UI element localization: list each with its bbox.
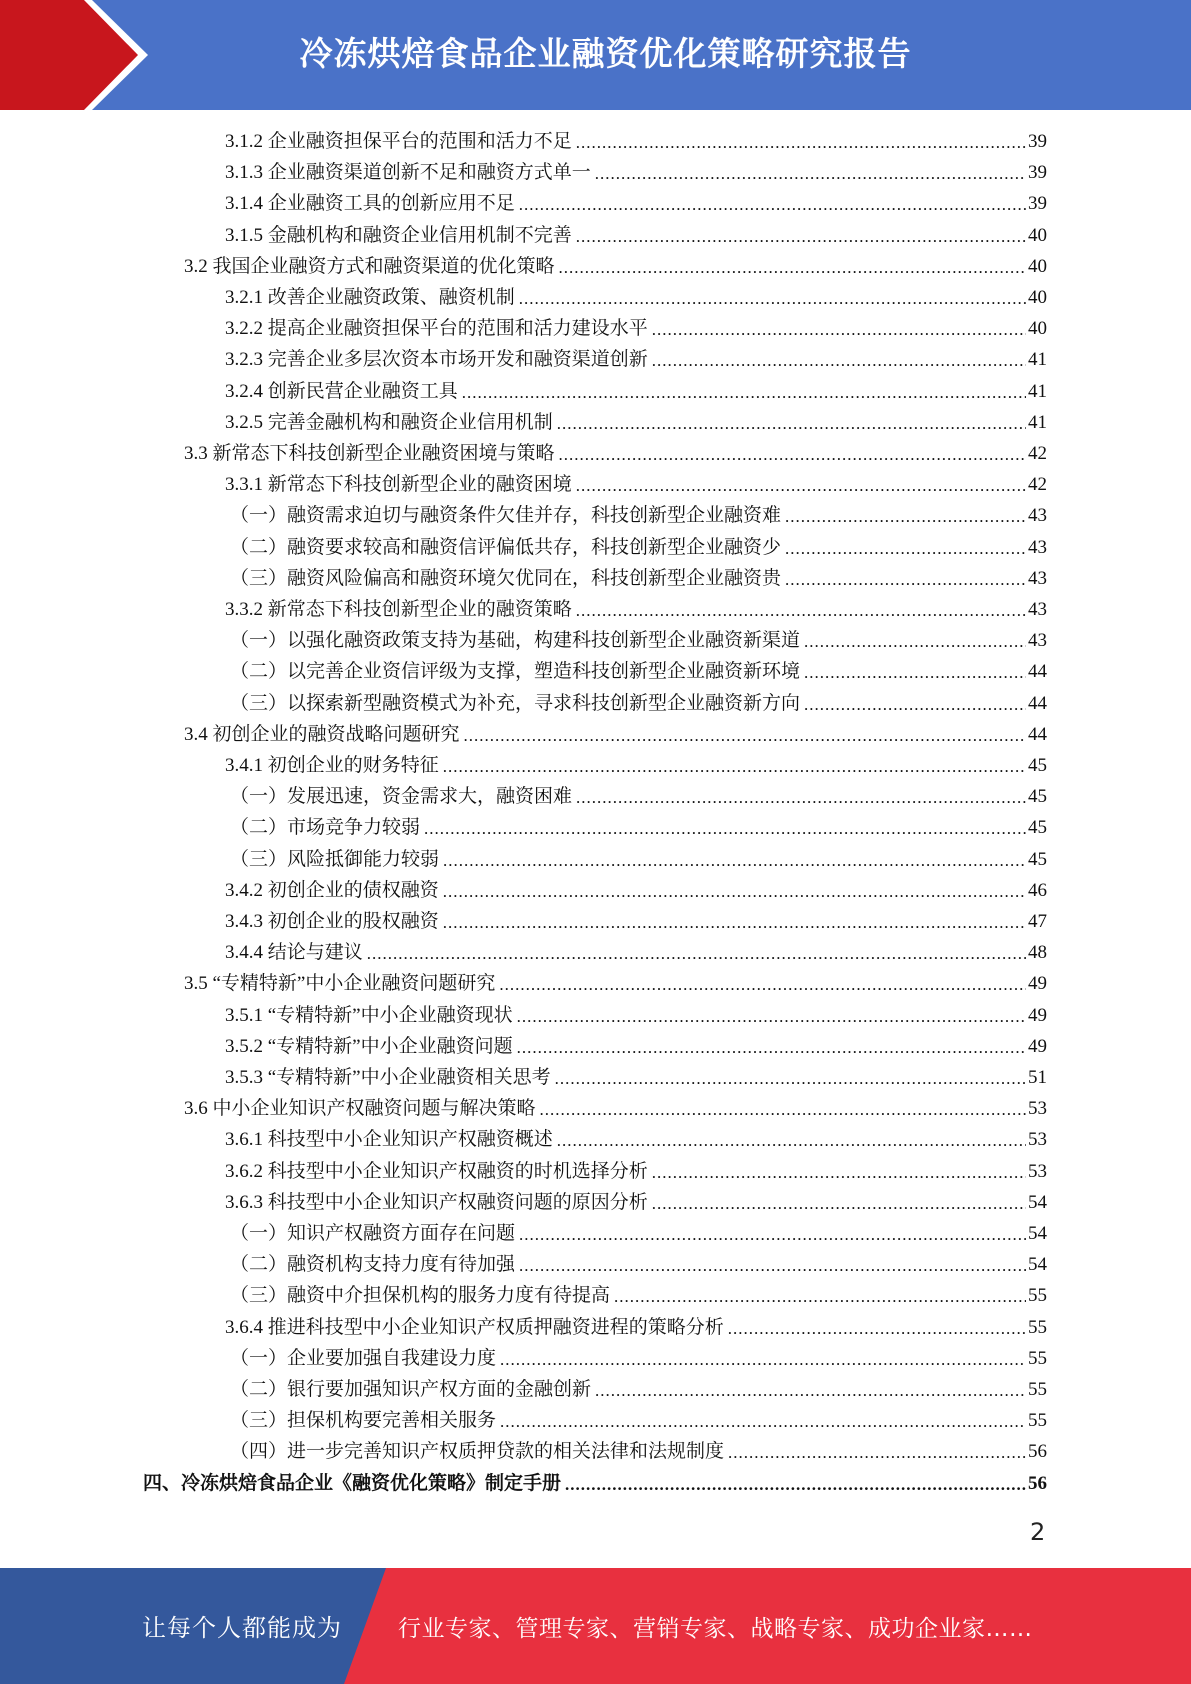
toc-leader-dots	[517, 1031, 1026, 1062]
toc-entry-label: （一）融资需求迫切与融资条件欠佳并存，科技创新型企业融资难	[230, 505, 782, 526]
toc-leader-dots	[555, 1062, 1026, 1093]
toc-entry-label: 3.2.2 提高企业融资担保平台的范围和活力建设水平	[225, 318, 648, 339]
toc-entry-page: 55	[1028, 1317, 1047, 1338]
toc-entry-page: 55	[1028, 1410, 1047, 1431]
toc-entry-label: 3.1.2 企业融资担保平台的范围和活力不足	[225, 131, 572, 152]
toc-leader-dots	[785, 563, 1026, 594]
toc-leader-dots	[652, 1187, 1026, 1218]
toc-entry-label: 3.5.1 “专精特新”中小企业融资现状	[225, 1005, 513, 1026]
toc-leader-dots	[519, 188, 1026, 219]
toc-entry-label: （一）知识产权融资方面存在问题	[230, 1223, 516, 1244]
toc-entry[interactable]	[230, 844, 1047, 875]
toc-leader-dots	[540, 1093, 1026, 1124]
toc-leader-dots	[443, 750, 1026, 781]
toc-entry-page: 43	[1028, 568, 1047, 589]
toc-entry[interactable]	[225, 188, 1047, 219]
toc-entry-label: （四）进一步完善知识产权质押贷款的相关法律和法规制度	[230, 1441, 725, 1462]
toc-entry-page: 45	[1028, 755, 1047, 776]
toc-entry-page: 43	[1028, 505, 1047, 526]
toc-entry-page: 54	[1028, 1223, 1047, 1244]
toc-entry-page: 55	[1028, 1348, 1047, 1369]
toc-entry-page: 49	[1028, 973, 1047, 994]
toc-leader-dots	[595, 1374, 1026, 1405]
toc-entry[interactable]	[225, 344, 1047, 375]
toc-leader-dots	[785, 500, 1026, 531]
toc-entry-page: 42	[1028, 474, 1047, 495]
toc-entry-page: 39	[1028, 193, 1047, 214]
toc-entry[interactable]	[230, 1405, 1047, 1436]
toc-leader-dots	[576, 594, 1026, 625]
toc-entry-page: 53	[1028, 1098, 1047, 1119]
toc-entry-page: 53	[1028, 1129, 1047, 1150]
toc-entry[interactable]	[184, 438, 1047, 469]
toc-entry[interactable]	[225, 1031, 1047, 1062]
toc-entry-page: 56	[1028, 1441, 1047, 1462]
toc-leader-dots	[652, 1156, 1026, 1187]
toc-entry-label: 3.1.3 企业融资渠道创新不足和融资方式单一	[225, 162, 591, 183]
toc-leader-dots	[519, 282, 1026, 313]
toc-leader-dots	[519, 1249, 1026, 1280]
toc-entry[interactable]	[230, 1343, 1047, 1374]
toc-entry-page: 42	[1028, 443, 1047, 464]
toc-entry-label: 3.4.1 初创企业的财务特征	[225, 755, 439, 776]
toc-entry-label: 3.6.3 科技型中小企业知识产权融资问题的原因分析	[225, 1192, 648, 1213]
toc-leader-dots	[576, 781, 1026, 812]
toc-entry[interactable]	[230, 781, 1047, 812]
toc-leader-dots	[576, 126, 1026, 157]
toc-entry-label: 3.5.3 “专精特新”中小企业融资相关思考	[225, 1067, 551, 1088]
toc-entry[interactable]	[225, 1000, 1047, 1031]
toc-entry-page: 45	[1028, 786, 1047, 807]
toc-entry[interactable]	[230, 563, 1047, 594]
toc-entry-label: 四、冷冻烘焙食品企业《融资优化策略》制定手册	[143, 1473, 562, 1494]
toc-entry-label: 3.2 我国企业融资方式和融资渠道的优化策略	[184, 256, 555, 277]
toc-entry[interactable]	[230, 1374, 1047, 1405]
toc-entry-page: 43	[1028, 537, 1047, 558]
toc-entry-page: 56	[1028, 1473, 1047, 1494]
toc-entry-label: 3.4 初创企业的融资战略问题研究	[184, 724, 460, 745]
toc-entry[interactable]	[225, 1062, 1047, 1093]
toc-entry-page: 55	[1028, 1285, 1047, 1306]
toc-entry-page: 40	[1028, 318, 1047, 339]
toc-entry-label: （三）以探索新型融资模式为补充，寻求科技创新型企业融资新方向	[230, 693, 801, 714]
toc-entry-page: 54	[1028, 1192, 1047, 1213]
toc-entry-page: 43	[1028, 599, 1047, 620]
toc-entry[interactable]	[225, 937, 1047, 968]
toc-entry[interactable]	[230, 625, 1047, 656]
toc-entry[interactable]	[225, 1312, 1047, 1343]
toc-entry-page: 49	[1028, 1005, 1047, 1026]
toc-leader-dots	[557, 1124, 1026, 1155]
toc-entry[interactable]	[230, 688, 1047, 719]
toc-entry[interactable]	[225, 1156, 1047, 1187]
toc-entry[interactable]	[184, 968, 1047, 999]
toc-leader-dots	[785, 532, 1026, 563]
document-title: 冷冻烘焙食品企业融资优化策略研究报告	[299, 34, 912, 73]
toc-entry[interactable]	[184, 251, 1047, 282]
toc-entry-page: 40	[1028, 287, 1047, 308]
toc-entry[interactable]	[230, 656, 1047, 687]
toc-entry[interactable]	[225, 594, 1047, 625]
toc-entry-label: 3.1.5 金融机构和融资企业信用机制不完善	[225, 225, 572, 246]
toc-leader-dots	[462, 376, 1026, 407]
toc-leader-dots	[443, 906, 1026, 937]
toc-entry-label: （三）融资中介担保机构的服务力度有待提高	[230, 1285, 611, 1306]
toc-entry-page: 45	[1028, 849, 1047, 870]
footer-slogan-right: 行业专家、管理专家、营销专家、战略专家、成功企业家……	[398, 1616, 1033, 1642]
toc-entry-label: （二）以完善企业资信评级为支撑，塑造科技创新型企业融资新环境	[230, 661, 801, 682]
toc-leader-dots	[565, 1468, 1026, 1499]
toc-entry-label: （二）市场竞争力较弱	[230, 817, 421, 838]
toc-entry-page: 41	[1028, 412, 1047, 433]
toc-entry-page: 44	[1028, 724, 1047, 745]
toc-entry-label: 3.6.1 科技型中小企业知识产权融资概述	[225, 1129, 553, 1150]
toc-entry-label: 3.3.2 新常态下科技创新型企业的融资策略	[225, 599, 572, 620]
toc-leader-dots	[557, 407, 1026, 438]
toc-entry[interactable]	[225, 313, 1047, 344]
toc-entry[interactable]	[225, 906, 1047, 937]
toc-entry-label: （一）发展迅速，资金需求大，融资困难	[230, 786, 573, 807]
toc-entry[interactable]	[143, 1468, 1047, 1499]
toc-entry-page: 41	[1028, 349, 1047, 370]
toc-entry-page: 55	[1028, 1379, 1047, 1400]
toc-entry-page: 51	[1028, 1067, 1047, 1088]
toc-entry-label: （三）担保机构要完善相关服务	[230, 1410, 497, 1431]
toc-entry-page: 48	[1028, 942, 1047, 963]
toc-entry[interactable]	[225, 157, 1047, 188]
toc-entry[interactable]	[230, 532, 1047, 563]
toc-entry-page: 45	[1028, 817, 1047, 838]
toc-entry-label: （三）融资风险偏高和融资环境欠优同在，科技创新型企业融资贵	[230, 568, 782, 589]
toc-entry-label: 3.5.2 “专精特新”中小企业融资问题	[225, 1036, 513, 1057]
toc-entry[interactable]	[230, 1249, 1047, 1280]
toc-entry[interactable]	[225, 750, 1047, 781]
toc-entry-page: 41	[1028, 381, 1047, 402]
toc-entry-page: 53	[1028, 1161, 1047, 1182]
toc-entry-page: 43	[1028, 630, 1047, 651]
toc-leader-dots	[614, 1280, 1026, 1311]
toc-leader-dots	[652, 313, 1026, 344]
toc-entry-page: 47	[1028, 911, 1047, 932]
toc-entry-page: 40	[1028, 225, 1047, 246]
toc-leader-dots	[595, 157, 1026, 188]
toc-entry[interactable]	[225, 126, 1047, 157]
toc-leader-dots	[804, 688, 1026, 719]
toc-entry-page: 54	[1028, 1254, 1047, 1275]
toc-entry[interactable]	[230, 1280, 1047, 1311]
toc-entry-label: 3.1.4 企业融资工具的创新应用不足	[225, 193, 515, 214]
page-footer	[0, 1568, 1191, 1684]
toc-leader-dots	[464, 719, 1026, 750]
toc-leader-dots	[519, 1218, 1026, 1249]
toc-entry-label: （一）以强化融资政策支持为基础，构建科技创新型企业融资新渠道	[230, 630, 801, 651]
toc-entry-label: （二）融资机构支持力度有待加强	[230, 1254, 516, 1275]
toc-leader-dots	[576, 220, 1026, 251]
toc-entry[interactable]	[230, 812, 1047, 843]
toc-entry[interactable]	[225, 282, 1047, 313]
toc-entry-label: 3.6 中小企业知识产权融资问题与解决策略	[184, 1098, 536, 1119]
toc-entry-label: 3.6.4 推进科技型中小企业知识产权质押融资进程的策略分析	[225, 1317, 724, 1338]
toc-entry[interactable]	[230, 1436, 1047, 1467]
toc-entry[interactable]	[225, 1124, 1047, 1155]
toc-entry-label: 3.5 “专精特新”中小企业融资问题研究	[184, 973, 496, 994]
toc-entry-label: 3.4.3 初创企业的股权融资	[225, 911, 439, 932]
toc-entry-label: 3.3 新常态下科技创新型企业融资困境与策略	[184, 443, 555, 464]
toc-entry[interactable]	[230, 1218, 1047, 1249]
toc-entry[interactable]	[225, 875, 1047, 906]
toc-leader-dots	[424, 812, 1026, 843]
toc-entry-label: 3.2.3 完善企业多层次资本市场开发和融资渠道创新	[225, 349, 648, 370]
toc-leader-dots	[443, 875, 1026, 906]
toc-entry-page: 39	[1028, 162, 1047, 183]
toc-entry-page: 46	[1028, 880, 1047, 901]
toc-leader-dots	[517, 1000, 1026, 1031]
toc-entry-label: 3.3.1 新常态下科技创新型企业的融资困境	[225, 474, 572, 495]
toc-entry-label: 3.2.1 改善企业融资政策、融资机制	[225, 287, 515, 308]
toc-leader-dots	[367, 937, 1026, 968]
toc-leader-dots	[500, 1405, 1026, 1436]
toc-entry-label: （三）风险抵御能力较弱	[230, 849, 440, 870]
toc-entry[interactable]	[225, 376, 1047, 407]
toc-leader-dots	[576, 469, 1026, 500]
toc-leader-dots	[804, 656, 1026, 687]
toc-entry-label: 3.2.5 完善金融机构和融资企业信用机制	[225, 412, 553, 433]
toc-entry-label: 3.4.2 初创企业的债权融资	[225, 880, 439, 901]
toc-entry-label: 3.4.4 结论与建议	[225, 942, 363, 963]
toc-entry[interactable]	[225, 220, 1047, 251]
toc-entry-label: （二）融资要求较高和融资信评偏低共存，科技创新型企业融资少	[230, 537, 782, 558]
page-number: 2	[1030, 1518, 1046, 1546]
toc-entry-page: 40	[1028, 256, 1047, 277]
toc-entry[interactable]	[225, 1187, 1047, 1218]
toc-leader-dots	[804, 625, 1026, 656]
toc-entry[interactable]	[184, 719, 1047, 750]
toc-entry[interactable]	[225, 469, 1047, 500]
toc-entry-page: 39	[1028, 131, 1047, 152]
toc-leader-dots	[728, 1312, 1026, 1343]
toc-leader-dots	[500, 1343, 1026, 1374]
footer-slogan-left: 让每个人都能成为	[142, 1614, 342, 1642]
toc-entry-label: （二）银行要加强知识产权方面的金融创新	[230, 1379, 592, 1400]
toc-entry-page: 44	[1028, 693, 1047, 714]
toc-entry[interactable]	[230, 500, 1047, 531]
toc-leader-dots	[728, 1436, 1026, 1467]
toc-leader-dots	[559, 438, 1026, 469]
page-header	[0, 0, 1191, 110]
toc-entry-page: 49	[1028, 1036, 1047, 1057]
toc-leader-dots	[443, 844, 1026, 875]
toc-entry-label: （一）企业要加强自我建设力度	[230, 1348, 497, 1369]
toc-entry-label: 3.2.4 创新民营企业融资工具	[225, 381, 458, 402]
toc-entry-label: 3.6.2 科技型中小企业知识产权融资的时机选择分析	[225, 1161, 648, 1182]
toc-entry[interactable]	[225, 407, 1047, 438]
toc-leader-dots	[652, 344, 1026, 375]
toc-entry[interactable]	[184, 1093, 1047, 1124]
toc-leader-dots	[499, 968, 1026, 999]
toc-entry-page: 44	[1028, 661, 1047, 682]
toc-leader-dots	[559, 251, 1026, 282]
